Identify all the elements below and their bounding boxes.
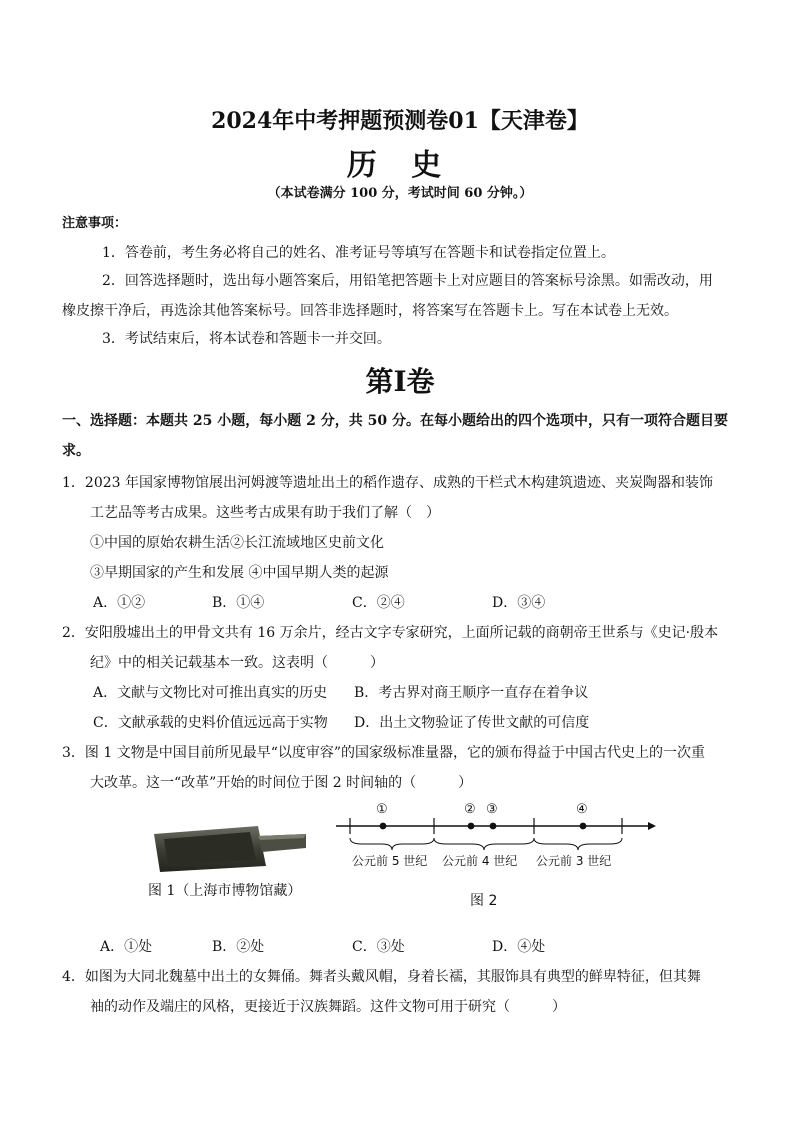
section-roll-title: 第Ⅰ卷: [365, 365, 435, 398]
exam-title: 2024年中考押题预测卷01【天津卷】: [211, 108, 589, 134]
q1-statement-1: ①中国的原始农耕生活②长江流域地区史前文化: [90, 535, 384, 551]
section-instruction-line-2: 求。: [62, 443, 90, 459]
q2-option-c[interactable]: C．文献承载的史料价值远远高于实物: [93, 715, 328, 731]
q4-line-2: 袖的动作及端庄的风格，更接近于汉族舞蹈。这件文物可用于研究（ ）: [90, 999, 566, 1015]
q3-line-1: 3．图 1 文物是中国目前所见最早“以度审容”的国家级标准量器，它的颁布得益于中国古代史上的一次重: [62, 745, 706, 761]
q2-option-a[interactable]: A．文献与文物比对可推出真实的历史: [93, 685, 328, 701]
notice-item-3: 3．考试结束后，将本试卷和答题卡一并交回。: [102, 331, 391, 347]
q1-line-2: 工艺品等考古成果。这些考古成果有助于我们了解（ ）: [90, 505, 440, 521]
q3-line-2: 大改革。这一“改革”开始的时间位于图 2 时间轴的（ ）: [90, 775, 473, 791]
q3-option-d[interactable]: D．④处: [492, 939, 546, 955]
q3-option-b[interactable]: B．②处: [212, 939, 265, 955]
timeline-segment-5th-century: 公元前 5 世纪: [352, 854, 428, 868]
q1-option-a[interactable]: A．①②: [93, 595, 146, 611]
timeline-segment-3rd-century: 公元前 3 世纪: [536, 854, 612, 868]
timeline-point-3: [490, 823, 497, 830]
figure-1: [146, 812, 316, 882]
timeline-segment-4th-century: 公元前 4 世纪: [442, 854, 518, 868]
q1-option-b[interactable]: B．①④: [212, 595, 265, 611]
notice-item-1: 1．答卷前，考生务必将自己的姓名、准考证号等填写在答题卡和试卷指定位置上。: [102, 245, 615, 261]
q1-statement-2: ③早期国家的产生和发展 ④中国早期人类的起源: [90, 565, 389, 581]
subject-title: 历 史: [346, 148, 454, 183]
timeline-marker-4: ④: [576, 802, 588, 817]
figure-1-caption: 图 1（上海市博物馆藏）: [148, 883, 302, 899]
notice-heading: 注意事项：: [62, 216, 128, 231]
q2-option-d[interactable]: D．出土文物验证了传世文献的可信度: [354, 715, 590, 731]
q2-option-b[interactable]: B．考古界对商王顺序一直存在着争议: [354, 685, 589, 701]
q2-line-1: 2．安阳殷墟出土的甲骨文共有 16 万余片，经古文字专家研究，上面所记载的商朝帝王世系与《史记·殷本: [62, 625, 719, 641]
bronze-measure-image: [146, 812, 316, 882]
q3-option-a[interactable]: A．①处: [100, 939, 153, 955]
q2-line-2: 纪》中的相关记载基本一致。这表明（ ）: [90, 655, 384, 671]
q1-option-c[interactable]: C．②④: [352, 595, 405, 611]
timeline-point-2: [468, 823, 475, 830]
q1-option-d[interactable]: D．③④: [492, 595, 546, 611]
timeline-point-1: [380, 823, 387, 830]
figure-2-caption: 图 2: [470, 893, 498, 909]
timeline-marker-2: ②: [464, 802, 476, 817]
timeline-point-4: [580, 823, 587, 830]
timeline-marker-3: ③: [486, 802, 498, 817]
timeline-marker-1: ①: [376, 802, 388, 817]
notice-item-2-line-2: 橡皮擦干净后，再选涂其他答案标号。回答非选择题时，将答案写在答题卡上。写在本试卷上无效。: [62, 303, 678, 319]
section-instruction-line-1: 一、选择题：本题共 25 小题，每小题 2 分，共 50 分。在每小题给出的四个选项中，只有一项符合题目要: [62, 413, 728, 429]
figure-2-timeline: [330, 804, 660, 876]
q3-option-c[interactable]: C．③处: [352, 939, 405, 955]
notice-item-2-line-1: 2．回答选择题时，选出每小题答案后，用铅笔把答题卡上对应题目的答案标号涂黑。如需改动，用: [102, 273, 713, 289]
q1-line-1: 1．2023 年国家博物馆展出河姆渡等遗址出土的稻作遗存、成熟的干栏式木构建筑遗迹、夹炭陶器和装饰: [62, 475, 713, 491]
exam-note: （本试卷满分 100 分，考试时间 60 分钟。）: [267, 186, 533, 201]
q4-line-1: 4．如图为大同北魏墓中出土的女舞俑。舞者头戴风帽，身着长襦，其服饰具有典型的鲜卑特征，但其舞: [62, 969, 701, 985]
